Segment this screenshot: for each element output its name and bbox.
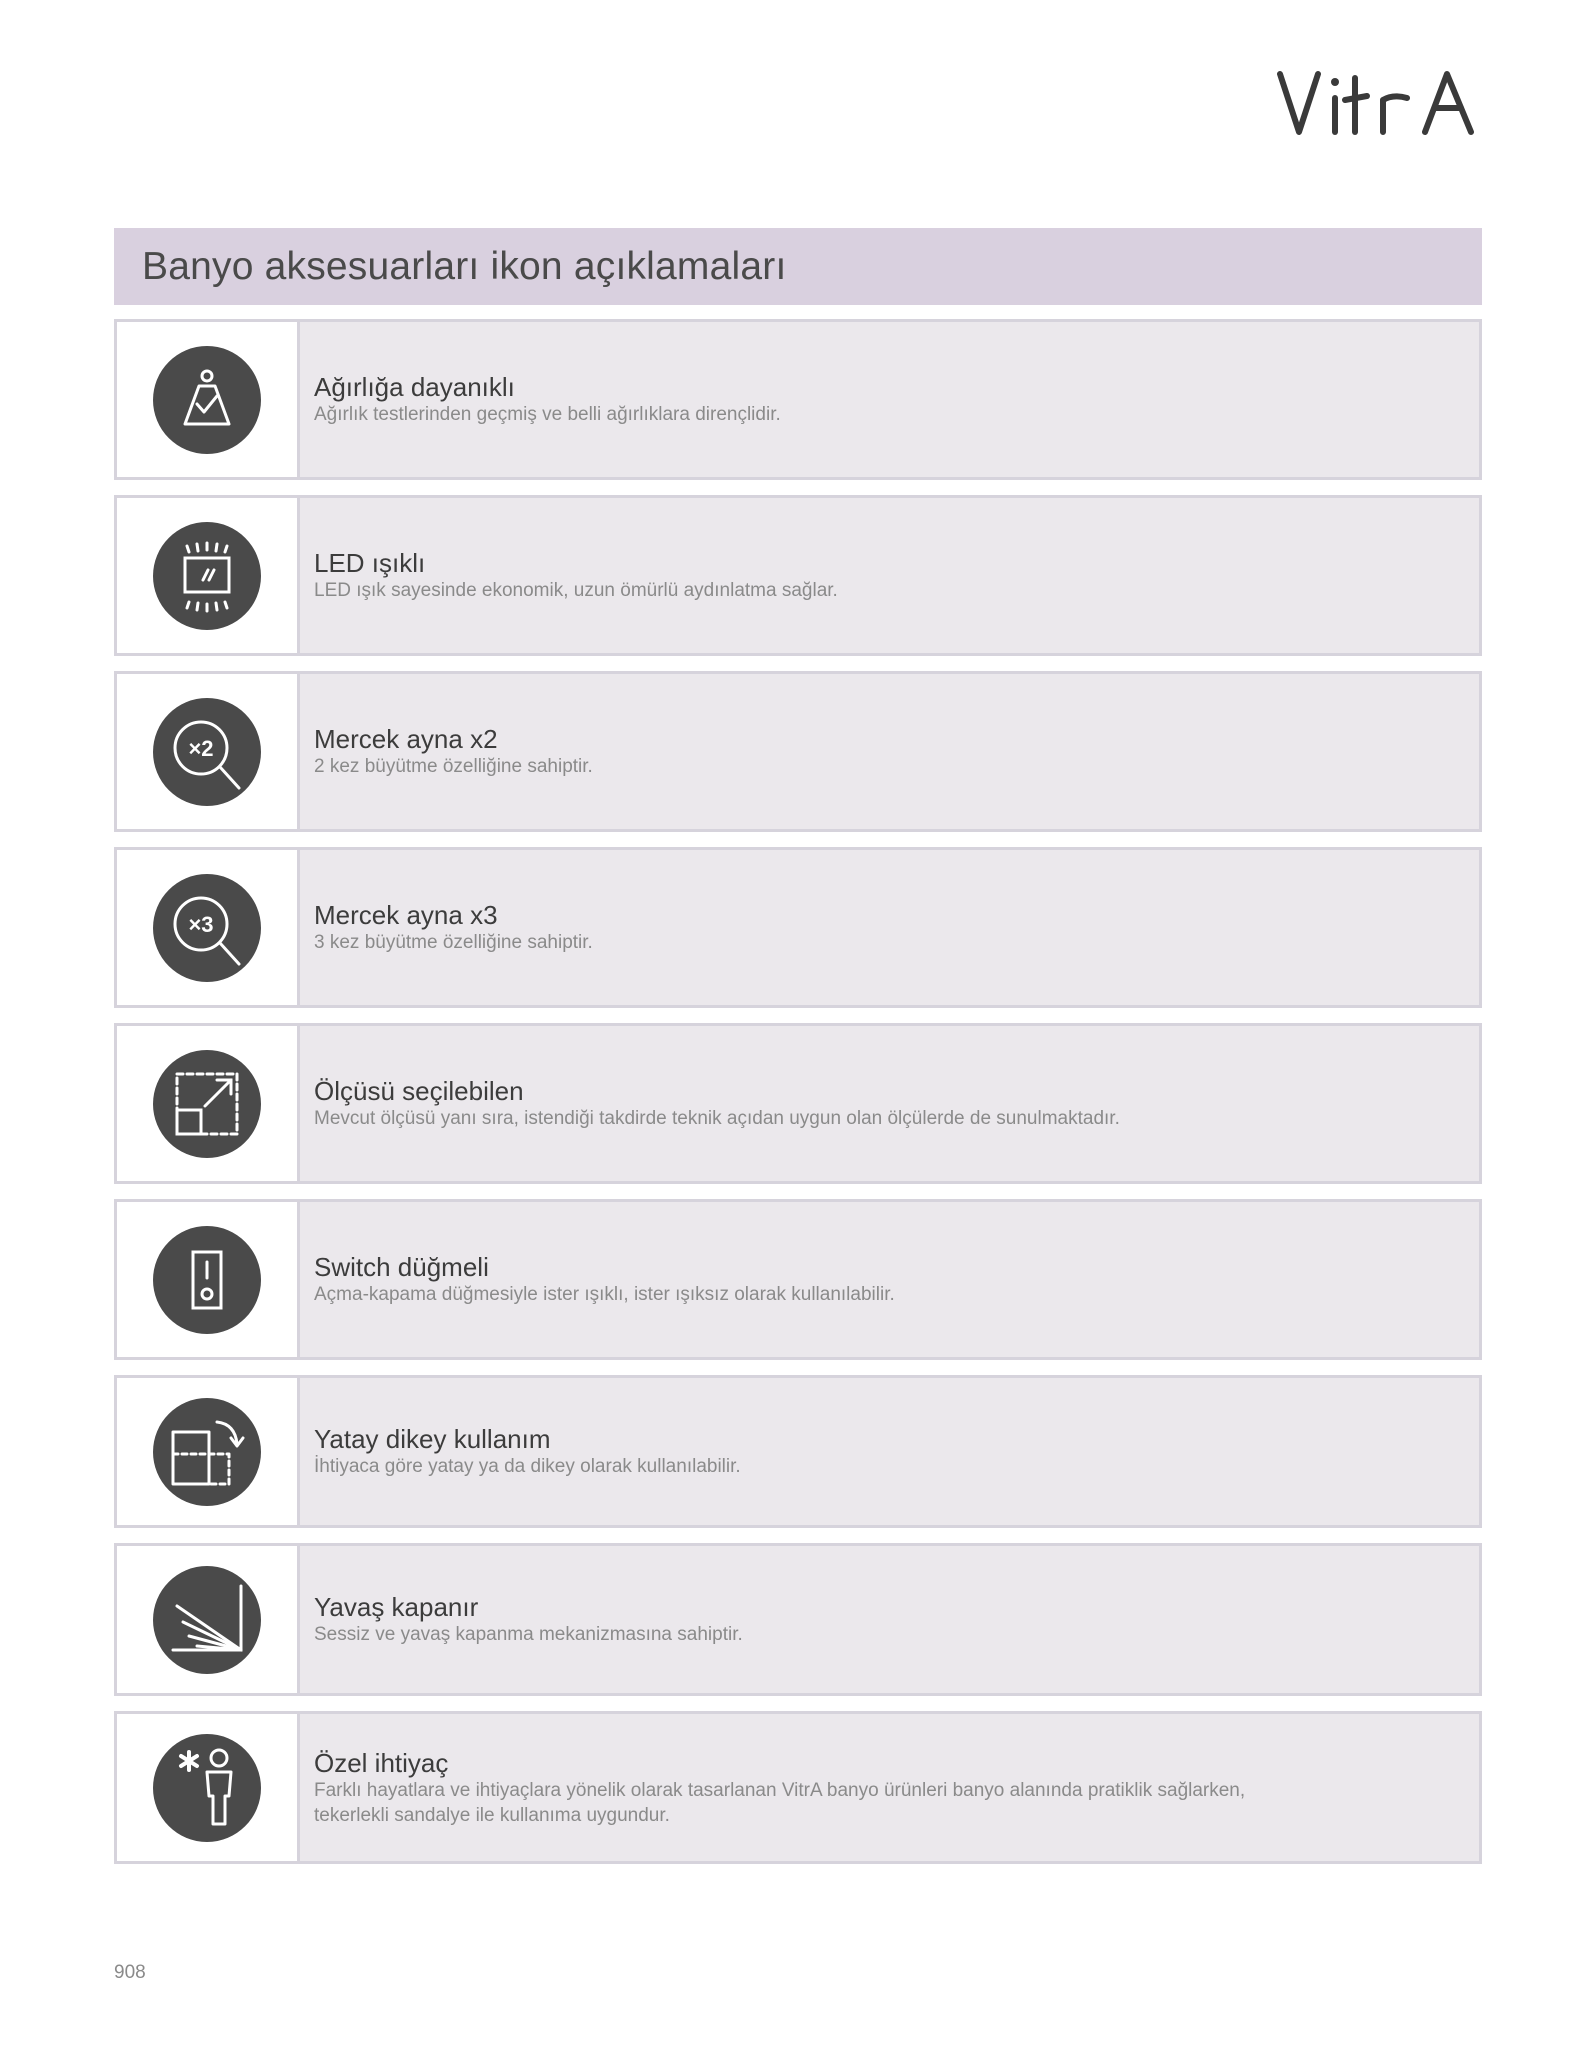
svg-text:×3: ×3 [188, 911, 214, 937]
magnifier-x3-icon [153, 874, 261, 982]
list-item [114, 1199, 1482, 1360]
svg-text:×2: ×2 [188, 735, 214, 761]
list-item [114, 1543, 1482, 1696]
weight-check-icon [153, 346, 261, 454]
rotate-orientation-icon [153, 1398, 261, 1506]
item-title: Mercek ayna x3 [314, 900, 498, 930]
item-description: Farklı hayatlara ve ihtiyaçlara yönelik olarak tasarlanan VitrA banyo ürünleri banyo alanında pratiklik sağlarken, tekerlekli sandalye ile kullanıma uygundur. [314, 1779, 1246, 1826]
item-title: Yavaş kapanır [314, 1592, 479, 1622]
item-title: Ağırlığa dayanıklı [314, 372, 515, 402]
led-light-icon [153, 522, 261, 630]
list-item [114, 495, 1482, 656]
item-description: 2 kez büyütme özelliğine sahiptir. [314, 756, 593, 777]
item-description: LED ışık sayesinde ekonomik, uzun ömürlü aydınlatma sağlar. [314, 580, 838, 601]
item-description: İhtiyaca göre yatay ya da dikey olarak kullanılabilir. [314, 1456, 741, 1477]
item-title: Ölçüsü seçilebilen [314, 1076, 524, 1106]
section-title-bar [114, 228, 1482, 305]
item-description: Ağırlık testlerinden geçmiş ve belli ağırlıklara dirençlidir. [314, 404, 781, 425]
soft-close-icon [153, 1566, 261, 1674]
list-item [114, 1023, 1482, 1184]
item-title: Özel ihtiyaç [314, 1747, 449, 1778]
resize-icon [153, 1050, 261, 1158]
item-title: LED ışıklı [314, 548, 426, 578]
list-item [114, 671, 1482, 832]
switch-icon [153, 1226, 261, 1334]
magnifier-x2-icon [153, 698, 261, 806]
item-title: Switch düğmeli [314, 1252, 489, 1282]
list-item [114, 847, 1482, 1008]
item-description: Sessiz ve yavaş kapanma mekanizmasına sahiptir. [314, 1624, 743, 1645]
vitra-logo [1275, 62, 1485, 142]
special-needs-icon [153, 1734, 261, 1842]
item-description: 3 kez büyütme özelliğine sahiptir. [314, 932, 593, 953]
list-item [114, 1375, 1482, 1528]
page-number: 908 [114, 1962, 146, 1983]
item-description: Mevcut ölçüsü yanı sıra, istendiği takdirde teknik açıdan uygun olan ölçülerde de sunulmaktadır. [314, 1108, 1120, 1129]
list-item [114, 319, 1482, 480]
item-title: Mercek ayna x2 [314, 724, 498, 754]
section-title: Banyo aksesuarları ikon açıklamaları [142, 244, 787, 288]
list-item [114, 1711, 1482, 1864]
item-description: Açma-kapama düğmesiyle ister ışıklı, ister ışıksız olarak kullanılabilir. [314, 1284, 895, 1305]
item-title: Yatay dikey kullanım [314, 1424, 551, 1454]
